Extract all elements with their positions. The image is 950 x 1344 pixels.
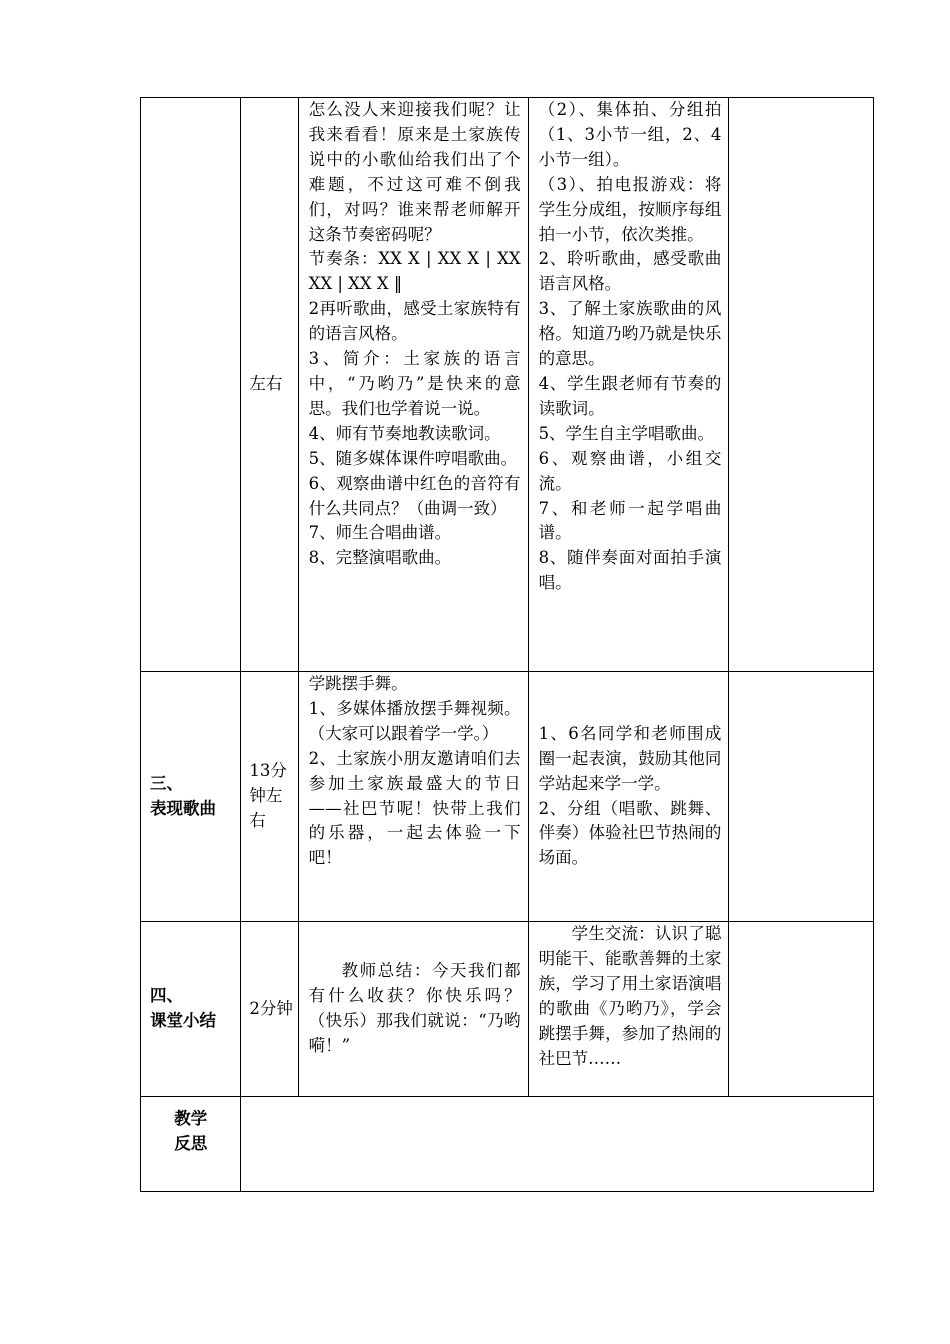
student-activity-cell [528, 922, 729, 1097]
time-cell [241, 672, 298, 922]
student-activity-text: 3、了解土家族歌曲的风格。知道乃哟乃就是快乐的意思。 [538, 299, 722, 369]
stage-number: 三、 [150, 773, 183, 793]
time-cell [241, 98, 298, 672]
table-row [141, 1097, 874, 1192]
student-activity-text: 学生交流：认识了聪明能干、能歌善舞的土家族，学习了用土家语演唱的歌曲《乃哟乃》，学会跳摆手舞，参加了热闹的社巴节…… [538, 924, 722, 1068]
student-activity-text: 4、学生跟老师有节奏的读歌词。 [538, 373, 722, 418]
student-activity-text: 2、聆听歌曲，感受歌曲语言风格。 [538, 249, 722, 294]
stage-cell [141, 922, 241, 1097]
teacher-activity-text: 5、随多媒体课件哼唱歌曲。 [308, 448, 518, 468]
student-activity-text: 2、分组（唱歌、跳舞、伴奏）体验社巴节热闹的场面。 [538, 798, 722, 868]
teacher-activity-text: 3、简介：土家族的语言中，“乃哟乃”是快来的意思。我们也学着说一说。 [308, 349, 521, 418]
table-row [141, 98, 874, 672]
lesson-plan-table [140, 97, 874, 1192]
table-row [141, 672, 874, 922]
teacher-activity-text: 4、师有节奏地教读歌词。 [308, 423, 501, 443]
reflection-label: 教学 [174, 1109, 208, 1128]
note-cell [729, 672, 874, 922]
stage-number: 四、 [150, 986, 183, 1006]
teacher-activity-text: 7、师生合唱曲谱。 [308, 523, 452, 543]
student-activity-text: 5、学生自主学唱歌曲。 [538, 423, 715, 443]
teacher-activity-cell [298, 922, 528, 1097]
time-text: 左右 [249, 374, 283, 394]
teacher-activity-cell [298, 672, 528, 922]
student-activity-text: 6、观察曲谱，小组交流。 [538, 448, 722, 493]
stage-title: 表现歌曲 [150, 798, 216, 818]
stage-title: 课堂小结 [150, 1011, 216, 1030]
stage-cell [141, 672, 241, 922]
student-activity-text: 7、和老师一起学唱曲谱。 [538, 498, 722, 543]
student-activity-cell [528, 98, 729, 672]
time-text: 2分钟 [249, 998, 293, 1018]
table-row [141, 922, 874, 1097]
time-cell [241, 922, 298, 1097]
teacher-activity-text: 节奏条：XX X | XX X | XX XX | XX X ‖ [308, 249, 521, 294]
student-activity-text: 8、随伴奏面对面拍手演唱。 [538, 548, 722, 593]
note-cell [729, 922, 874, 1097]
teacher-activity-text: 2再听歌曲，感受土家族特有的语言风格。 [308, 299, 521, 344]
teacher-activity-text: 1、多媒体播放摆手舞视频。（大家可以跟着学一学。） [308, 698, 521, 743]
teacher-activity-text: 2、土家族小朋友邀请咱们去参加土家族最盛大的节日——社巴节呢！快带上我们的乐器，一起去体验一下吧！ [308, 748, 521, 868]
time-text: 13分钟左右 [249, 761, 287, 830]
teacher-activity-text: 6、观察曲谱中红色的音符有什么共同点？（曲调一致） [308, 473, 521, 518]
student-activity-text: 1、6名同学和老师围成圈一起表演，鼓励其他同学站起来学一学。 [538, 723, 722, 793]
reflection-label: 反思 [174, 1133, 208, 1153]
reflection-content-cell [241, 1097, 874, 1192]
teacher-activity-text: 8、完整演唱歌曲。 [308, 548, 452, 568]
teacher-activity-cell [298, 98, 528, 672]
student-activity-text: （2）、集体拍、分组拍（1、3小节一组，2、4小节一组）。 [538, 100, 722, 169]
note-cell [729, 98, 874, 672]
student-activity-text: （3）、拍电报游戏：将学生分成组，按顺序每组拍一小节，依次类推。 [538, 174, 722, 244]
teacher-activity-text: 怎么没人来迎接我们呢？让我来看看！原来是土家族传说中的小歌仙给我们出了个难题，不过这可难不倒我们，对吗？谁来帮老师解开这条节奏密码呢？ [308, 100, 521, 244]
reflection-label-cell [141, 1097, 241, 1192]
teacher-activity-text: 学跳摆手舞。 [308, 674, 408, 693]
teacher-activity-text: 教师总结：今天我们都有什么收获？你快乐吗？（快乐）那我们就说：“乃哟嗬！” [308, 961, 521, 1055]
student-activity-cell [528, 672, 729, 922]
stage-cell [141, 98, 241, 672]
